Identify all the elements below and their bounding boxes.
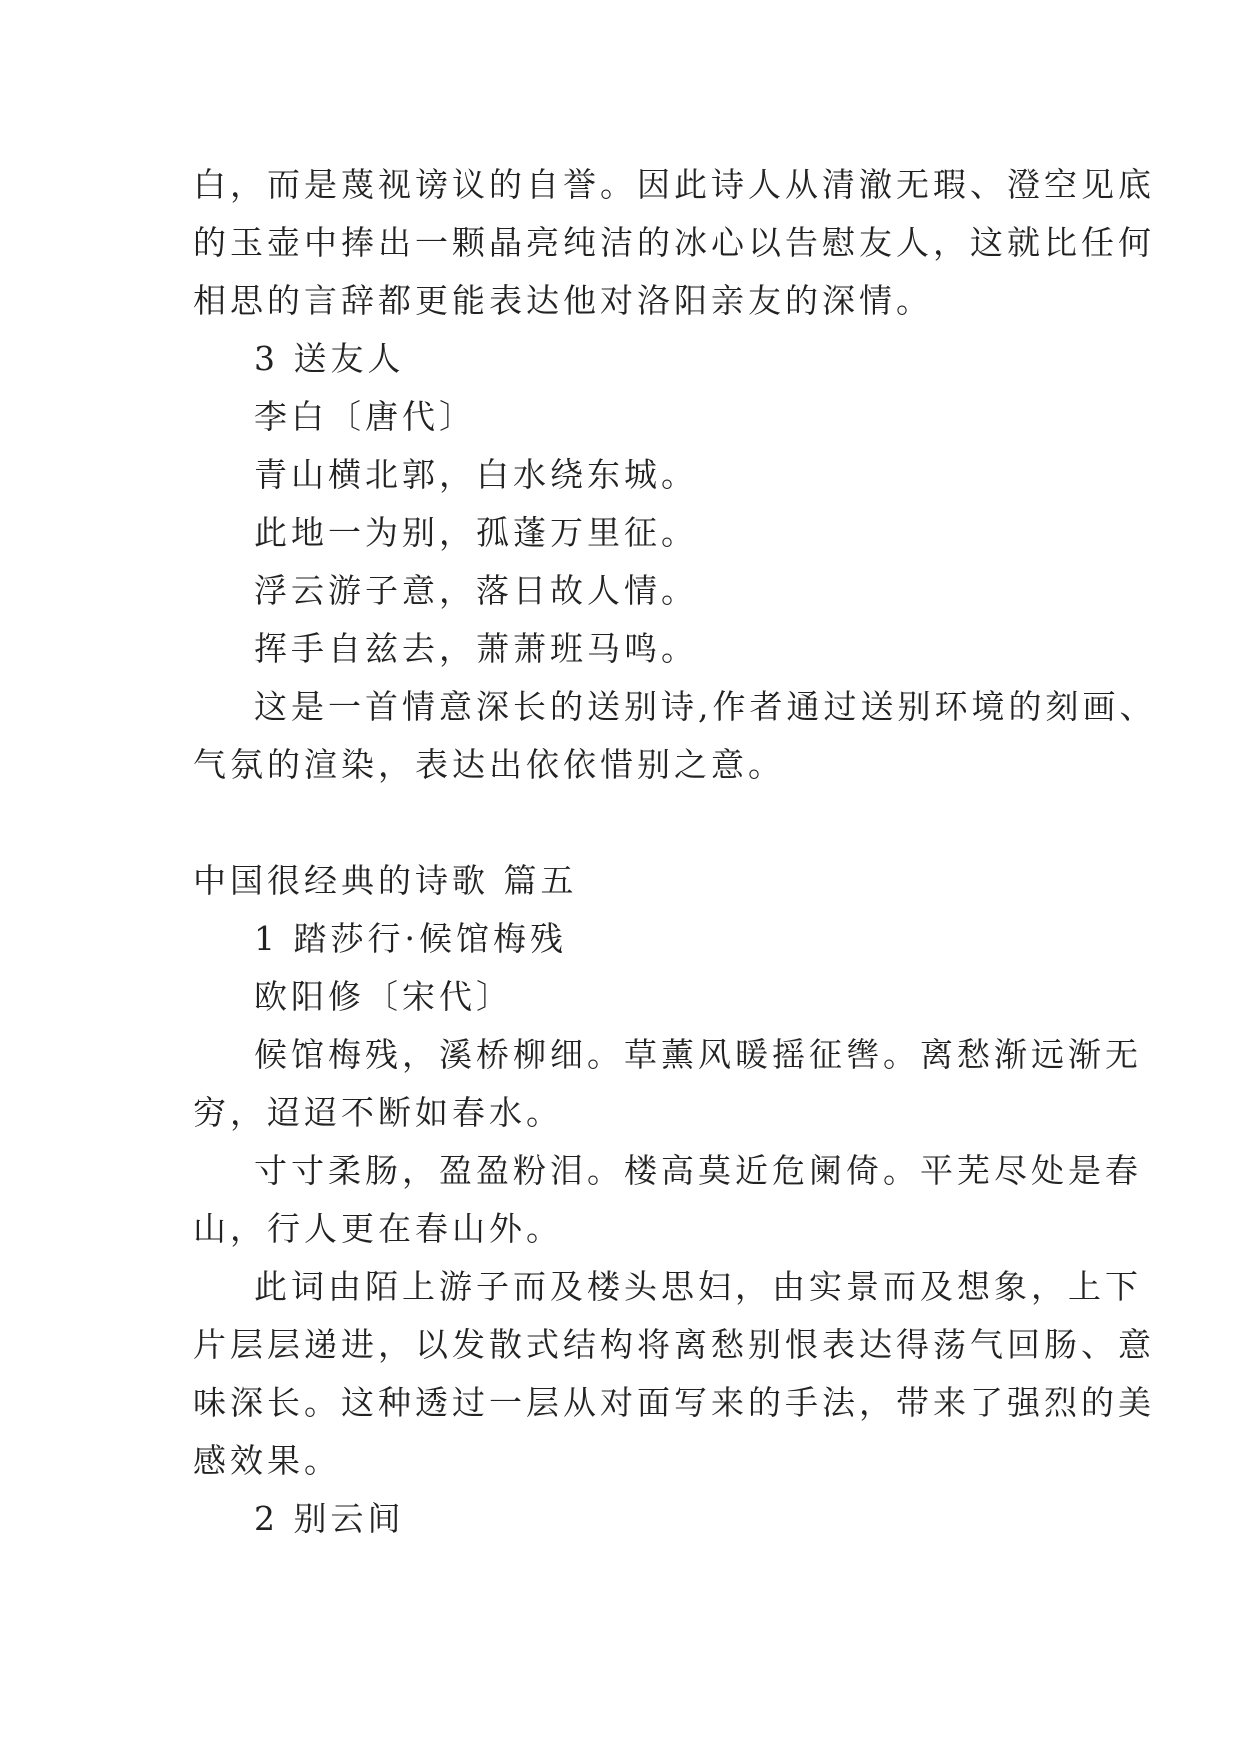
poem-author: 欧阳修〔宋代〕 [254,977,513,1016]
poem-verse: 山，行人更在春山外。 [193,1209,563,1248]
paragraph-line: 相思的言辞都更能表达他对洛阳亲友的深情。 [193,281,933,320]
commentary-line: 片层层递进，以发散式结构将离愁别恨表达得荡气回肠、意 [193,1325,1155,1364]
poem-verse: 挥手自兹去，萧萧班马鸣。 [254,629,698,668]
commentary-line: 感效果。 [193,1441,341,1480]
section-heading: 中国很经典的诗歌 篇五 [193,861,578,900]
commentary-line: 味深长。这种透过一层从对面写来的手法，带来了强烈的美 [193,1383,1155,1422]
paragraph-line: 白，而是蔑视谤议的自誉。因此诗人从清澈无瑕、澄空见底 [193,165,1155,204]
commentary-line: 这是一首情意深长的送别诗,作者通过送别环境的刻画、 [254,687,1157,726]
poem-verse: 此地一为别，孤蓬万里征。 [254,513,698,552]
poem-author: 李白〔唐代〕 [254,397,476,436]
paragraph-line: 的玉壶中捧出一颗晶亮纯洁的冰心以告慰友人，这就比任何 [193,223,1155,262]
poem-verse: 浮云游子意，落日故人情。 [254,571,698,610]
poem-title: 2 别云间 [254,1499,405,1538]
poem-verse: 寸寸柔肠，盈盈粉泪。楼高莫近危阑倚。平芜尽处是春 [254,1151,1142,1190]
poem-title: 3 送友人 [254,339,405,378]
poem-title: 1 踏莎行·候馆梅残 [254,919,567,958]
poem-verse: 青山横北郭，白水绕东城。 [254,455,698,494]
commentary-line: 气氛的渲染，表达出依依惜别之意。 [193,745,785,784]
poem-verse: 穷，迢迢不断如春水。 [193,1093,563,1132]
commentary-line: 此词由陌上游子而及楼头思妇，由实景而及想象，上下 [254,1267,1142,1306]
poem-verse: 候馆梅残，溪桥柳细。草薰风暖摇征辔。离愁渐远渐无 [254,1035,1142,1074]
